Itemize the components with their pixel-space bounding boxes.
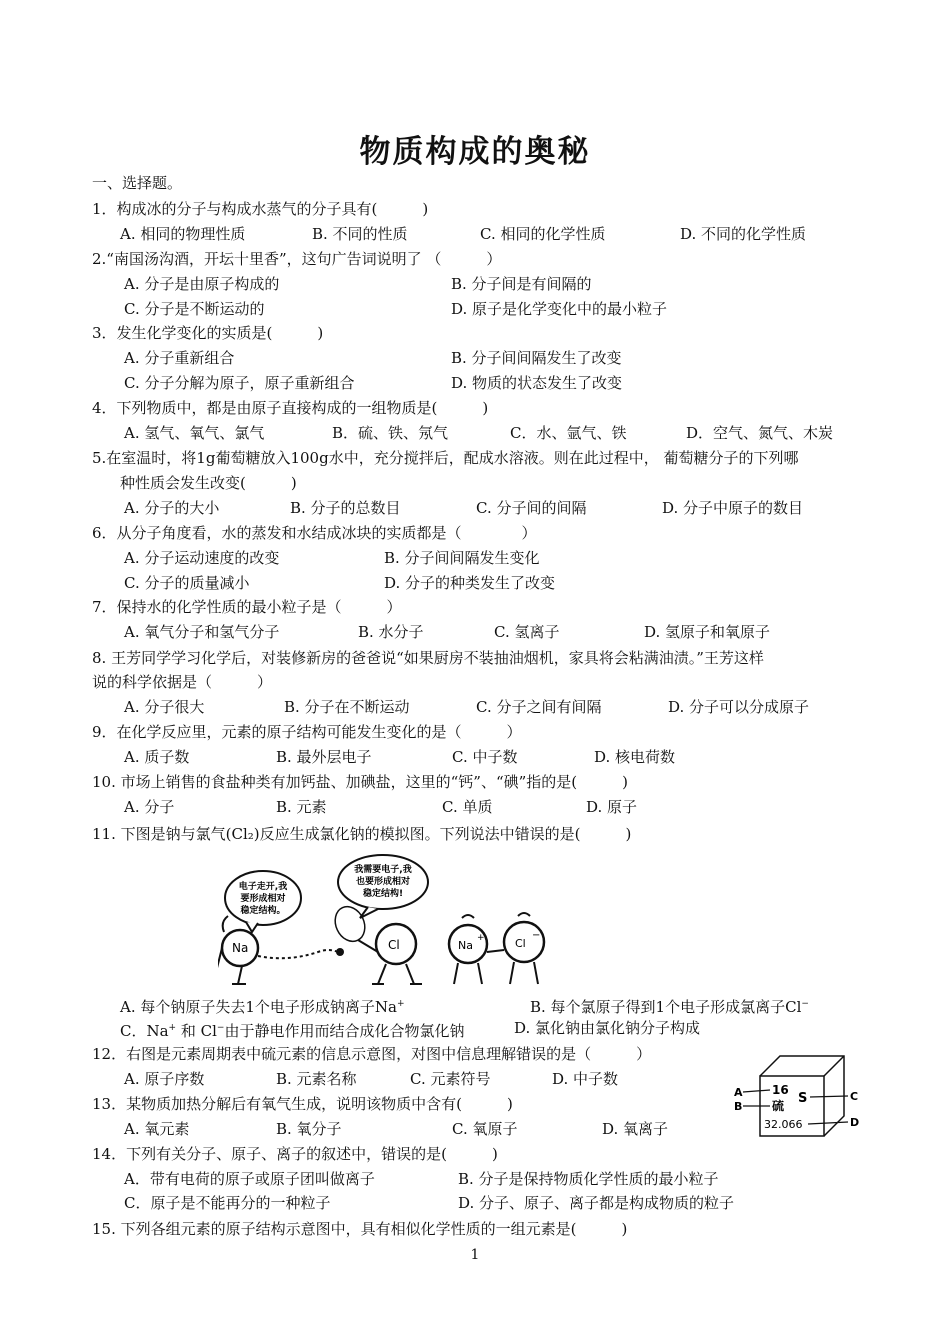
- tag-a: A: [734, 1086, 743, 1099]
- question-13-option-c: C. 氧原子: [452, 1120, 518, 1138]
- question-6-option-a: A. 分子运动速度的改变: [124, 549, 280, 567]
- question-14-option-b: B. 分子是保持物质化学性质的最小粒子: [458, 1170, 719, 1188]
- question-15-stem: 15. 下列各组元素的原子结构示意图中，具有相似化学性质的一组元素是( ): [92, 1220, 628, 1238]
- chloride-ion-charge: −: [532, 930, 541, 941]
- question-5-option-c: C. 分子间的间隔: [476, 499, 587, 517]
- tag-d: D: [850, 1116, 860, 1129]
- question-14-option-d: D. 分子、原子、离子都是构成物质的粒子: [458, 1194, 735, 1212]
- question-8-stem-line-1: 8. 王芳同学学习化学后，对装修新房的爸爸说“如果厨房不装抽油烟机，家具将会粘满油渍。”王芳这样: [92, 649, 764, 667]
- question-10-stem: 10. 市场上销售的食盐种类有加钙盐、加碘盐，这里的“钙”、“碘”指的是( ): [92, 773, 629, 791]
- question-12-option-c: C. 元素符号: [410, 1070, 491, 1088]
- question-3-option-c: C. 分子分解为原子，原子重新组合: [124, 374, 355, 392]
- question-3-option-a: A. 分子重新组合: [124, 349, 235, 367]
- cube-top-edge: [824, 1056, 844, 1076]
- question-5-stem-line-1: 5.在室温时，将1g葡萄糖放入100g水中，充分搅拌后，配成水溶液。则在此过程中， 葡萄糖分子的下列哪: [92, 449, 799, 467]
- question-1-stem: 1．构成冰的分子与构成水蒸气的分子具有( ): [92, 200, 429, 218]
- question-6-option-c: C. 分子的质量减小: [124, 574, 250, 592]
- atomic-number: 16: [772, 1083, 789, 1097]
- question-8-stem-line-2: 说的科学依据是（ ）: [92, 673, 273, 691]
- question-3-option-d: D. 物质的状态发生了改变: [451, 374, 623, 392]
- question-12-stem: 12．右图是元素周期表中硫元素的信息示意图，对图中信息理解错误的是（ ）: [92, 1045, 652, 1063]
- question-1-option-b: B. 不同的性质: [312, 225, 408, 243]
- question-13-stem: 13．某物质加热分解后有氧气生成，说明该物质中含有( ): [92, 1095, 513, 1113]
- question-14-option-a: A．带有电荷的原子或原子团叫做离子: [124, 1170, 375, 1188]
- chloride-ion-label: Cl: [515, 937, 526, 950]
- question-13-option-b: B. 氧分子: [276, 1120, 342, 1138]
- question-13-option-d: D. 氧离子: [602, 1120, 669, 1138]
- question-2-option-a: A. 分子是由原子构成的: [124, 275, 280, 293]
- element-symbol: S: [798, 1091, 808, 1106]
- question-2-option-d: D. 原子是化学变化中的最小粒子: [451, 300, 668, 318]
- question-7-option-a: A. 氧气分子和氢气分子: [124, 623, 280, 641]
- question-6-option-b: B. 分子间间隔发生变化: [384, 549, 540, 567]
- sodium-ion-label: Na: [458, 939, 473, 952]
- question-2-stem: 2.“南国汤沟酒，开坛十里香”，这句广告词说明了 （ ）: [92, 250, 502, 268]
- question-11-option-a: A. 每个钠原子失去1个电子形成钠离子Na+: [120, 998, 405, 1016]
- question-6-option-d: D. 分子的种类发生了改变: [384, 574, 556, 592]
- question-11-stem: 11. 下图是钠与氯气(Cl₂)反应生成氯化钠的模拟图。下列说法中错误的是( ): [92, 825, 632, 843]
- question-4-option-c: C．水、氩气、铁: [510, 424, 627, 442]
- question-9-option-b: B. 最外层电子: [276, 748, 372, 766]
- bubble-right-line-2: 也要形成相对: [355, 877, 411, 887]
- question-4-stem: 4．下列物质中，都是由原子直接构成的一组物质是( ): [92, 399, 489, 417]
- question-7-option-b: B. 水分子: [358, 623, 424, 641]
- tag-b: B: [734, 1100, 743, 1113]
- catching-net: [330, 902, 371, 946]
- tag-c: C: [850, 1090, 859, 1103]
- atomic-mass: 32.066: [764, 1118, 803, 1131]
- question-8-option-b: B. 分子在不断运动: [284, 698, 410, 716]
- question-8-option-a: A. 分子很大: [124, 698, 205, 716]
- electron-path: [258, 950, 338, 958]
- question-1-option-c: C. 相同的化学性质: [480, 225, 606, 243]
- bubble-right-line-3: 稳定结构!: [362, 889, 404, 899]
- question-9-option-d: D. 核电荷数: [594, 748, 676, 766]
- question-11-option-c: C．Na+ 和 Cl−由于静电作用而结合成化合物氯化钠: [120, 1022, 465, 1040]
- question-2-option-b: B. 分子间是有间隔的: [451, 275, 592, 293]
- question-6-stem: 6．从分子角度看，水的蒸发和水结成冰块的实质都是（ ）: [92, 524, 537, 542]
- question-10-option-c: C. 单质: [442, 798, 493, 816]
- sodium-ion-charge: +: [477, 933, 485, 943]
- question-10-option-a: A. 分子: [124, 798, 175, 816]
- chlorine-atom-limbs: [372, 964, 422, 984]
- bubble-left-line-2: 要形成相对: [240, 894, 286, 904]
- question-5-option-a: A. 分子的大小: [124, 499, 220, 517]
- sulfur-periodic-table-cell: [732, 1052, 868, 1138]
- question-9-option-a: A. 质子数: [124, 748, 190, 766]
- question-9-option-c: C. 中子数: [452, 748, 518, 766]
- question-8-option-c: C. 分子之间有间隔: [476, 698, 602, 716]
- question-12-option-b: B. 元素名称: [276, 1070, 357, 1088]
- question-7-stem: 7．保持水的化学性质的最小粒子是（ ）: [92, 598, 402, 616]
- element-name: 硫: [772, 1099, 785, 1113]
- question-8-option-d: D. 分子可以分成原子: [668, 698, 810, 716]
- sodium-chlorine-cartoon-figure: [218, 852, 558, 988]
- question-1-option-a: A. 相同的物理性质: [120, 225, 246, 243]
- document-title: 物质构成的奥秘: [359, 134, 591, 170]
- question-4-option-d: D．空气、氮气、木炭: [686, 424, 834, 442]
- question-2-option-c: C. 分子是不断运动的: [124, 300, 265, 318]
- question-14-stem: 14．下列有关分子、原子、离子的叙述中，错误的是( ): [92, 1145, 498, 1163]
- electron-dot: [336, 948, 344, 956]
- question-11-option-b: B. 每个氯原子得到1个电子形成氯离子Cl−: [530, 998, 809, 1016]
- sodium-atom-label: Na: [232, 941, 249, 955]
- question-3-option-b: B. 分子间间隔发生了改变: [451, 349, 622, 367]
- question-1-option-d: D. 不同的化学性质: [680, 225, 807, 243]
- bubble-left-line-3: 稳定结构。: [240, 906, 286, 916]
- question-12-option-d: D. 中子数: [552, 1070, 619, 1088]
- question-3-stem: 3．发生化学变化的实质是( ): [92, 324, 324, 342]
- question-5-option-b: B. 分子的总数目: [290, 499, 401, 517]
- question-14-option-c: C．原子是不能再分的一种粒子: [124, 1194, 331, 1212]
- question-9-stem: 9．在化学反应里，元素的原子结构可能发生变化的是（ ）: [92, 723, 522, 741]
- question-4-option-a: A. 氢气、氧气、氯气: [124, 424, 265, 442]
- question-10-option-b: B. 元素: [276, 798, 327, 816]
- bubble-right-line-1: 我需要电子,我: [354, 865, 412, 875]
- question-4-option-b: B．硫、铁、氖气: [332, 424, 449, 442]
- page-number: 1: [470, 1247, 480, 1263]
- question-5-stem-line-2: 种性质会发生改变( ): [120, 474, 297, 492]
- question-7-option-c: C. 氢离子: [494, 623, 560, 641]
- bubble-left-line-1: 电子走开,我: [238, 882, 288, 892]
- question-7-option-d: D. 氢原子和氧原子: [644, 623, 771, 641]
- question-13-option-a: A. 氧元素: [124, 1120, 190, 1138]
- question-12-option-a: A. 原子序数: [124, 1070, 205, 1088]
- speech-bubble-right-tail: [360, 907, 378, 918]
- question-10-option-d: D. 原子: [586, 798, 638, 816]
- question-5-option-d: D. 分子中原子的数目: [662, 499, 804, 517]
- section-heading: 一、选择题。: [92, 174, 183, 192]
- chlorine-atom-label: Cl: [388, 938, 400, 952]
- question-11-option-d: D. 氯化钠由氯化钠分子构成: [514, 1019, 701, 1037]
